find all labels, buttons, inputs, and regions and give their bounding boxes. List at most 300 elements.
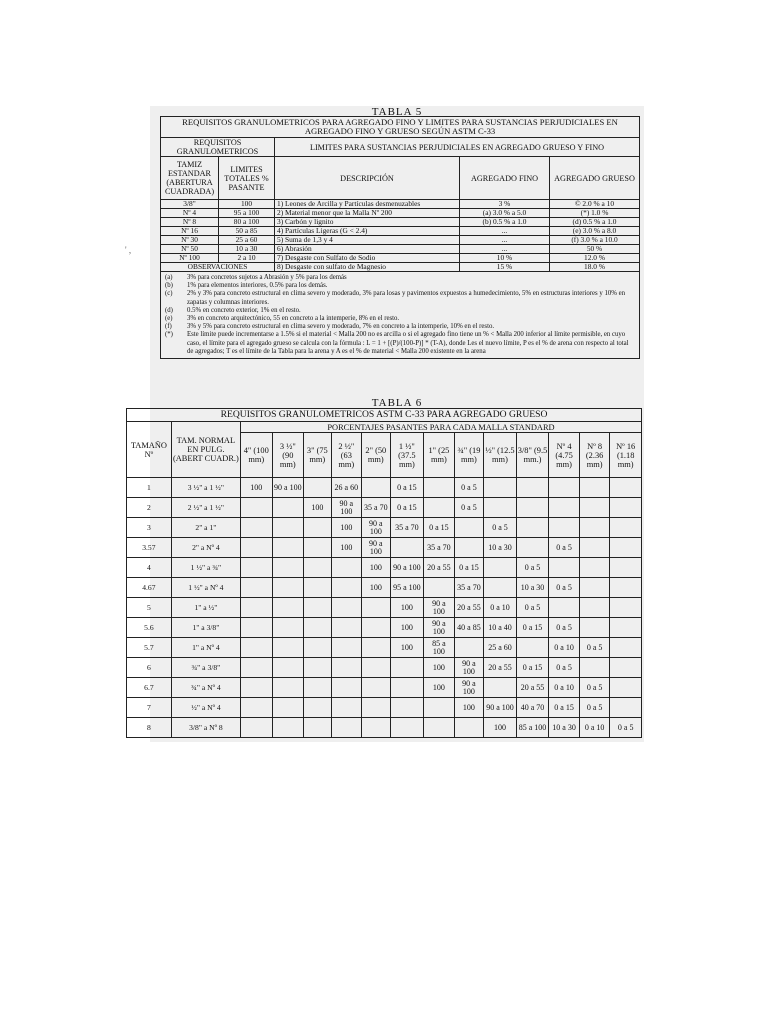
tabla6-cell: 20 a 55 <box>484 658 517 678</box>
tabla6-cell <box>424 718 455 738</box>
tabla6-cell: 0 a 15 <box>516 618 549 638</box>
tabla6-cell: 10 a 30 <box>484 538 517 558</box>
tabla6-cell <box>362 678 390 698</box>
tabla6-cell <box>272 698 304 718</box>
tabla6-col-tam-nominal: TAM. NORMAL EN PULG. (ABERT CUADR.) <box>171 422 240 478</box>
tabla6-cell: 85 a 100 <box>516 718 549 738</box>
tabla6-row <box>127 478 642 498</box>
tabla6-cell <box>549 498 580 518</box>
tabla5 <box>160 116 640 359</box>
tabla6-cell <box>240 698 272 718</box>
tabla6-cell <box>362 618 390 638</box>
tabla6-cell: 10 a 30 <box>516 578 549 598</box>
tabla6-cell: 0 a 5 <box>549 618 580 638</box>
tabla6-cell: 90 a 100 <box>272 478 304 498</box>
tabla6-sieve-header: ½" (12.5 mm) <box>484 433 517 478</box>
tabla6-cell <box>331 578 362 598</box>
tabla6 <box>126 408 642 738</box>
tabla6-size: ¾" a 3/8" <box>171 658 240 678</box>
tabla5-note-text: 3% para concretos sujetos a Abrasión y 5% para los demás <box>187 274 347 281</box>
tabla6-cell <box>304 478 331 498</box>
tabla6-cell <box>304 538 331 558</box>
tabla6-cell <box>390 718 424 738</box>
tabla6-cell <box>331 598 362 618</box>
tabla5-note-label: (d) <box>165 306 173 314</box>
tabla5-row <box>161 236 640 245</box>
tabla6-tamano: 4.67 <box>127 578 172 598</box>
tabla6-cell: 25 a 60 <box>484 638 517 658</box>
tabla6-cell <box>484 478 517 498</box>
tabla6-cell: 100 <box>424 658 455 678</box>
tabla5-fino: (a) 3.0 % a 5.0 <box>460 209 550 218</box>
tabla6-cell <box>331 658 362 678</box>
tabla5-obs-fino: 15 % <box>460 263 550 272</box>
tabla6-cell <box>516 518 549 538</box>
tabla6-cell <box>362 718 390 738</box>
tabla5-fino: (b) 0.5 % a 1.0 <box>460 218 550 227</box>
tabla6-cell: 20 a 55 <box>454 598 484 618</box>
tabla5-note-text: 0.5% en concreto exterior, 1% en el resto. <box>187 306 301 314</box>
tabla5-col-grueso: AGREGADO GRUESO <box>550 157 640 200</box>
tabla5-note-text: Este límite puede incrementarse a 1.5% si el material < Malla 200 no es arcilla o si el agregado fino tiene un % < Malla 200 inferior al límite permisible, en cuyo caso, el límite para el agregado grueso se calcula con la fórmula : L = 1 + [(P)/(100-P)] * (T-A), donde Les el nuevo límite, P es el % de arena con respecto al total de agregados; T es el límite de la Tabla para la arena y A es el % de material < Malla 200 existente en la arena <box>187 331 629 355</box>
tabla6-cell: 0 a 5 <box>549 538 580 558</box>
tabla5-note-label: (e) <box>165 315 173 323</box>
tabla5-fino: 10 % <box>460 254 550 263</box>
tabla6-tamano: 7 <box>127 698 172 718</box>
tabla5-note <box>165 331 635 356</box>
tabla6-cell <box>454 718 484 738</box>
tabla6-tamano: 5.6 <box>127 618 172 638</box>
tabla6-cell <box>272 618 304 638</box>
tabla6-cell <box>610 698 642 718</box>
tabla6-cell <box>331 698 362 718</box>
tabla5-note <box>165 290 635 306</box>
tabla6-cell: 90 a 100 <box>424 598 455 618</box>
tabla5-tamiz: Nº 50 <box>161 245 219 254</box>
tabla6-cell <box>610 498 642 518</box>
tabla6-cell <box>272 538 304 558</box>
tabla6-cell <box>549 558 580 578</box>
tabla6-cell <box>610 538 642 558</box>
tabla6-cell <box>610 678 642 698</box>
tabla5-obs-label: OBSERVACIONES <box>161 263 275 272</box>
tabla6-cell: 26 a 60 <box>331 478 362 498</box>
tabla6-sieve-header: Nº 8 (2.36 mm) <box>579 433 610 478</box>
tabla5-tamiz: Nº 8 <box>161 218 219 227</box>
tabla6-cell <box>610 658 642 678</box>
tabla5-note-label: (a) <box>165 274 173 281</box>
tabla6-cell <box>272 678 304 698</box>
tabla5-fino: ... <box>460 236 550 245</box>
tabla5-grueso: (d) 0.5 % a 1.0 <box>550 218 640 227</box>
tabla6-cell <box>516 638 549 658</box>
tabla5-note-text: 3% y 5% para concreto estructural en clima severo y moderado, 7% en concreto a la intemperie, 10% en el resto. <box>187 323 495 331</box>
tabla6-cell <box>424 478 455 498</box>
tabla5-limite: 95 a 100 <box>219 209 275 218</box>
tabla6-cell <box>579 478 610 498</box>
tabla5-desc: 7) Desgaste con Sulfato de Sodio <box>275 254 460 263</box>
tabla6-cell <box>304 698 331 718</box>
tabla6-cell <box>331 718 362 738</box>
tabla6-cell: 0 a 5 <box>610 718 642 738</box>
tabla6-size: 1" a Nº 4 <box>171 638 240 658</box>
tabla6-cell <box>454 638 484 658</box>
tabla6-size: 1 ½" a Nº 4 <box>171 578 240 598</box>
tabla6-cell <box>362 658 390 678</box>
tabla5-limite: 10 a 30 <box>219 245 275 254</box>
tabla6-sieve-header: 3" (75 mm) <box>304 433 331 478</box>
tabla6-tamano: 3.57 <box>127 538 172 558</box>
tabla6-cell: 40 a 85 <box>454 618 484 638</box>
tabla6-cell <box>516 478 549 498</box>
tabla6-cell <box>240 638 272 658</box>
tabla5-desc: 6) Abrasión <box>275 245 460 254</box>
tabla6-cell <box>579 518 610 538</box>
tabla6-cell <box>304 618 331 638</box>
tabla6-cell <box>610 598 642 618</box>
tabla6-cell: 0 a 15 <box>516 658 549 678</box>
tabla6-cell <box>304 638 331 658</box>
tabla6-cell: 0 a 5 <box>549 578 580 598</box>
tabla6-cell <box>579 598 610 618</box>
tabla6-cell <box>362 638 390 658</box>
tabla6-cell <box>610 638 642 658</box>
tabla6-cell <box>272 718 304 738</box>
tabla6-row <box>127 518 642 538</box>
tabla6-cell: 35 a 70 <box>424 538 455 558</box>
tabla5-row <box>161 254 640 263</box>
tabla5-limite: 100 <box>219 200 275 209</box>
tabla6-sieve-header: 1" (25 mm) <box>424 433 455 478</box>
tabla6-cell <box>272 598 304 618</box>
tabla6-cell: 0 a 5 <box>454 478 484 498</box>
tabla5-tamiz: Nº 4 <box>161 209 219 218</box>
tabla6-row <box>127 618 642 638</box>
tabla5-limite: 50 a 85 <box>219 227 275 236</box>
tabla6-cell <box>304 678 331 698</box>
tabla6-cell <box>240 598 272 618</box>
tabla6-cell: 100 <box>390 618 424 638</box>
tabla5-notes-row <box>161 272 640 359</box>
tabla6-cell: 0 a 5 <box>516 598 549 618</box>
tabla6-cell: 100 <box>390 598 424 618</box>
tabla6-row <box>127 698 642 718</box>
tabla6-cell <box>610 558 642 578</box>
tabla5-note <box>165 282 635 290</box>
tabla6-row <box>127 658 642 678</box>
tabla6-cell <box>240 578 272 598</box>
tabla5-row <box>161 200 640 209</box>
tabla6-size: 1" a 3/8" <box>171 618 240 638</box>
tabla6-tamano: 6 <box>127 658 172 678</box>
tabla6-cell <box>272 518 304 538</box>
tabla6-cell: 90 a 100 <box>362 538 390 558</box>
tabla6-main-header: REQUISITOS GRANULOMETRICOS ASTM C-33 PARA AGREGADO GRUESO <box>127 409 642 422</box>
tabla5-desc: 4) Partículas Ligeras (G < 2.4) <box>275 227 460 236</box>
tabla6-cell <box>579 538 610 558</box>
tabla6-cell: 90 a 100 <box>454 678 484 698</box>
tabla6-cell <box>424 498 455 518</box>
tabla6-cell <box>610 478 642 498</box>
tabla6-cell: 20 a 55 <box>516 678 549 698</box>
tabla6-cell: 35 a 70 <box>362 498 390 518</box>
tabla5-fino: ... <box>460 245 550 254</box>
tabla6-cell <box>579 558 610 578</box>
tabla6-cell <box>610 578 642 598</box>
tabla5-note-label: (b) <box>165 282 173 290</box>
tabla6-cell: 90 a 100 <box>362 518 390 538</box>
tabla6-cell: 0 a 5 <box>579 698 610 718</box>
tabla6-cell <box>240 718 272 738</box>
tabla5-grueso: © 2.0 % a 10 <box>550 200 640 209</box>
tabla5-notes <box>161 272 640 359</box>
tabla6-size: 2" a 1" <box>171 518 240 538</box>
tabla6-row <box>127 638 642 658</box>
tabla6-cell: 10 a 40 <box>484 618 517 638</box>
tabla6-cell: 100 <box>454 698 484 718</box>
tabla6-sieve-header: Nº 16 (1.18 mm) <box>610 433 642 478</box>
tabla6-cell: 0 a 15 <box>549 698 580 718</box>
tabla6-cell <box>390 698 424 718</box>
tabla6-cell <box>424 578 455 598</box>
tabla6-cell: 90 a 100 <box>390 558 424 578</box>
tabla5-fino: ... <box>460 227 550 236</box>
tabla6-cell <box>331 618 362 638</box>
tabla6-cell <box>331 558 362 578</box>
tabla6-cell <box>362 698 390 718</box>
tabla5-grueso: (*) 1.0 % <box>550 209 640 218</box>
tabla5-fino: 3 % <box>460 200 550 209</box>
tabla6-cell: 20 a 55 <box>424 558 455 578</box>
tabla6-size: 3/8" a Nº 8 <box>171 718 240 738</box>
tabla6-sieve-header: 1 ½" (37.5 mm) <box>390 433 424 478</box>
tabla5-note <box>165 274 635 282</box>
tabla6-row <box>127 598 642 618</box>
tabla5-main-header: REQUISITOS GRANULOMETRICOS PARA AGREGADO FINO Y LIMITES PARA SUSTANCIAS PERJUDICIALES EN AGREGADO FINO Y GRUESO SEGÚN ASTM C-33 <box>161 117 640 138</box>
tabla6-cell: 0 a 10 <box>549 638 580 658</box>
tabla6-cell: 100 <box>331 518 362 538</box>
tabla5-note <box>165 323 635 331</box>
tabla6-cell <box>390 538 424 558</box>
tabla5-grueso: 12.0 % <box>550 254 640 263</box>
tabla6-cell: 90 a 100 <box>424 618 455 638</box>
tabla6-cell: 0 a 5 <box>549 658 580 678</box>
tabla6-cell <box>240 498 272 518</box>
tabla6-cell: 90 a 100 <box>484 698 517 718</box>
tabla5-tamiz: Nº 100 <box>161 254 219 263</box>
tabla6-cell: 0 a 15 <box>390 498 424 518</box>
tabla6-cell <box>390 678 424 698</box>
tabla6-sieve-header: ¾" (19 mm) <box>454 433 484 478</box>
tabla6-cell: 90 a 100 <box>331 498 362 518</box>
tabla5-tamiz: Nº 16 <box>161 227 219 236</box>
tabla6-sieve-header: 2 ½" (63 mm) <box>331 433 362 478</box>
tabla6-size: 1 ½" a ¾" <box>171 558 240 578</box>
tabla5-note-label: (f) <box>165 323 172 331</box>
tabla6-cell: 0 a 5 <box>579 678 610 698</box>
tabla6-sieve-group: PORCENTAJES PASANTES PARA CADA MALLA STANDARD <box>240 422 641 433</box>
tabla6-cell <box>240 678 272 698</box>
tabla6-cell <box>331 678 362 698</box>
tabla6-cell: 100 <box>362 578 390 598</box>
tabla6-tamano: 2 <box>127 498 172 518</box>
tabla6-cell <box>549 598 580 618</box>
tabla6-cell: 0 a 10 <box>579 718 610 738</box>
tabla6-cell: 90 a 100 <box>454 658 484 678</box>
tabla6-cell: 0 a 10 <box>549 678 580 698</box>
tabla6-cell <box>454 518 484 538</box>
tabla5-left-group: REQUISITOS GRANULOMETRICOS <box>161 138 275 157</box>
tabla5-note <box>165 315 635 323</box>
tabla6-cell: 100 <box>484 718 517 738</box>
tabla6-cell: 85 a 100 <box>424 638 455 658</box>
tabla6-cell <box>484 498 517 518</box>
tabla5-grueso: 50 % <box>550 245 640 254</box>
tabla5-row <box>161 209 640 218</box>
tabla6-size: 1" a ½" <box>171 598 240 618</box>
tabla6-cell: 100 <box>240 478 272 498</box>
tabla5-note-label: (c) <box>165 290 173 298</box>
tabla6-tamano: 8 <box>127 718 172 738</box>
tabla6-cell <box>304 718 331 738</box>
tabla6-cell: 100 <box>424 678 455 698</box>
tabla6-row <box>127 498 642 518</box>
tabla6-cell: 40 a 70 <box>516 698 549 718</box>
tabla6-row <box>127 578 642 598</box>
tabla5-tamiz: 3/8" <box>161 200 219 209</box>
tabla6-cell <box>516 498 549 518</box>
tabla5-limite: 25 a 60 <box>219 236 275 245</box>
tabla5-obs-row <box>161 263 640 272</box>
tabla6-cell: 0 a 5 <box>484 518 517 538</box>
tabla6-cell: 35 a 70 <box>390 518 424 538</box>
tabla6-cell <box>272 578 304 598</box>
tabla5-desc: 5) Suma de 1,3 y 4 <box>275 236 460 245</box>
tabla5-obs-desc: 8) Desgaste con sulfato de Magnesio <box>275 263 460 272</box>
tabla6-cell <box>362 478 390 498</box>
tabla6-cell <box>579 618 610 638</box>
tabla6-sieve-header: Nº 4 (4.75 mm) <box>549 433 580 478</box>
tabla6-tamano: 4 <box>127 558 172 578</box>
tabla6-cell <box>610 518 642 538</box>
tabla6-cell: 0 a 5 <box>454 498 484 518</box>
tabla5-note-text: 1% para elementos interiores, 0.5% para los demás. <box>187 282 328 290</box>
tabla6-sieve-header: 4" (100 mm) <box>240 433 272 478</box>
tabla6-cell: 35 a 70 <box>454 578 484 598</box>
tabla5-tamiz: Nº 30 <box>161 236 219 245</box>
tabla5-grueso: (e) 3.0 % a 8.0 <box>550 227 640 236</box>
tabla5-desc: 2) Material menor que la Malla Nº 200 <box>275 209 460 218</box>
tabla6-cell <box>454 538 484 558</box>
tabla6-cell: 0 a 15 <box>454 558 484 578</box>
tabla6-cell <box>516 538 549 558</box>
tabla6-cell: 0 a 5 <box>579 638 610 658</box>
tabla6-cell: 10 a 30 <box>549 718 580 738</box>
tabla6-tamano: 1 <box>127 478 172 498</box>
tabla6-cell <box>610 618 642 638</box>
tabla6-cell: 100 <box>331 538 362 558</box>
tabla6-cell <box>304 518 331 538</box>
tabla5-col-fino: AGREGADO FINO <box>460 157 550 200</box>
tabla6-cell <box>240 558 272 578</box>
tabla6-cell <box>240 518 272 538</box>
tabla6-cell <box>549 518 580 538</box>
tabla5-note-text: 2% y 3% para concreto estructural en clima severo y moderado, 3% para losas y pavimentos expuestos a humedecimiento, 5% en estructuras interiores y 10% en zapatas y columnas interiores. <box>187 290 626 306</box>
tabla5-row <box>161 218 640 227</box>
tabla6-cell: 100 <box>362 558 390 578</box>
tabla6-size: 2" a Nº 4 <box>171 538 240 558</box>
tabla6-cell <box>549 478 580 498</box>
tabla6-cell <box>484 558 517 578</box>
tabla6-cell: 100 <box>304 498 331 518</box>
tabla6-cell: 95 a 100 <box>390 578 424 598</box>
tabla6-cell <box>579 658 610 678</box>
tabla6-cell <box>484 578 517 598</box>
tabla5-desc: 3) Carbón y lignito <box>275 218 460 227</box>
tabla6-cell <box>272 658 304 678</box>
tabla6-cell <box>240 538 272 558</box>
tabla6-cell <box>240 658 272 678</box>
tabla5-col-tamiz: TAMIZ ESTANDAR (ABERTURA CUADRADA) <box>161 157 219 200</box>
tabla6-cell: 0 a 10 <box>484 598 517 618</box>
tabla6-cell <box>304 558 331 578</box>
tabla6-cell <box>272 638 304 658</box>
tabla6-cell <box>484 678 517 698</box>
tabla5-note-text: 3% en concreto arquitectónico, 55 en concreto a la intemperie, 8% en el resto. <box>187 315 400 323</box>
tabla6-row <box>127 538 642 558</box>
tabla5-obs-grueso: 18.0 % <box>550 263 640 272</box>
tabla5-note-label: (*) <box>165 331 173 339</box>
tabla6-sieve-header: 3 ½" (90 mm) <box>272 433 304 478</box>
tabla6-tamano: 5 <box>127 598 172 618</box>
tabla6-cell <box>362 598 390 618</box>
tabla6-tamano: 3 <box>127 518 172 538</box>
tabla6-cell: 0 a 5 <box>516 558 549 578</box>
tabla5-row <box>161 227 640 236</box>
tabla6-size: 3 ½" a 1 ½" <box>171 478 240 498</box>
tabla6-cell <box>331 638 362 658</box>
tabla6-cell <box>304 598 331 618</box>
tabla6-cell <box>304 658 331 678</box>
margin-mark: ' , <box>125 245 132 255</box>
tabla6-title: TABLA 6 <box>371 397 423 409</box>
tabla6-tamano: 6.7 <box>127 678 172 698</box>
tabla6-cell <box>390 658 424 678</box>
tabla5-title: TABLA 5 <box>371 106 423 118</box>
tabla6-size: 2 ½" a 1 ½" <box>171 498 240 518</box>
tabla6-cell <box>272 498 304 518</box>
tabla5-limite: 80 a 100 <box>219 218 275 227</box>
tabla5-right-group: LIMITES PARA SUSTANCIAS PERJUDICIALES EN AGREGADO GRUESO Y FINO <box>275 138 640 157</box>
tabla6-cell <box>304 578 331 598</box>
tabla5-col-limites: LIMITES TOTALES % PASANTE <box>219 157 275 200</box>
tabla6-cell: 0 a 15 <box>424 518 455 538</box>
tabla6-tamano: 5.7 <box>127 638 172 658</box>
tabla5-col-desc: DESCRIPCIÓN <box>275 157 460 200</box>
tabla6-row <box>127 558 642 578</box>
tabla6-col-tamano: TAMAÑO Nº <box>127 422 172 478</box>
tabla6-sieve-header: 3/8" (9.5 mm.) <box>516 433 549 478</box>
tabla6-cell <box>579 498 610 518</box>
tabla6-size: ½" a Nº 4 <box>171 698 240 718</box>
tabla6-size: ¾" a Nº 4 <box>171 678 240 698</box>
tabla5-note <box>165 307 635 315</box>
tabla6-cell: 100 <box>390 638 424 658</box>
tabla5-desc: 1) Leones de Arcilla y Partículas desmenuzables <box>275 200 460 209</box>
tabla6-cell <box>424 698 455 718</box>
tabla6-cell <box>272 558 304 578</box>
tabla5-grueso: (f) 3.0 % a 10.0 <box>550 236 640 245</box>
